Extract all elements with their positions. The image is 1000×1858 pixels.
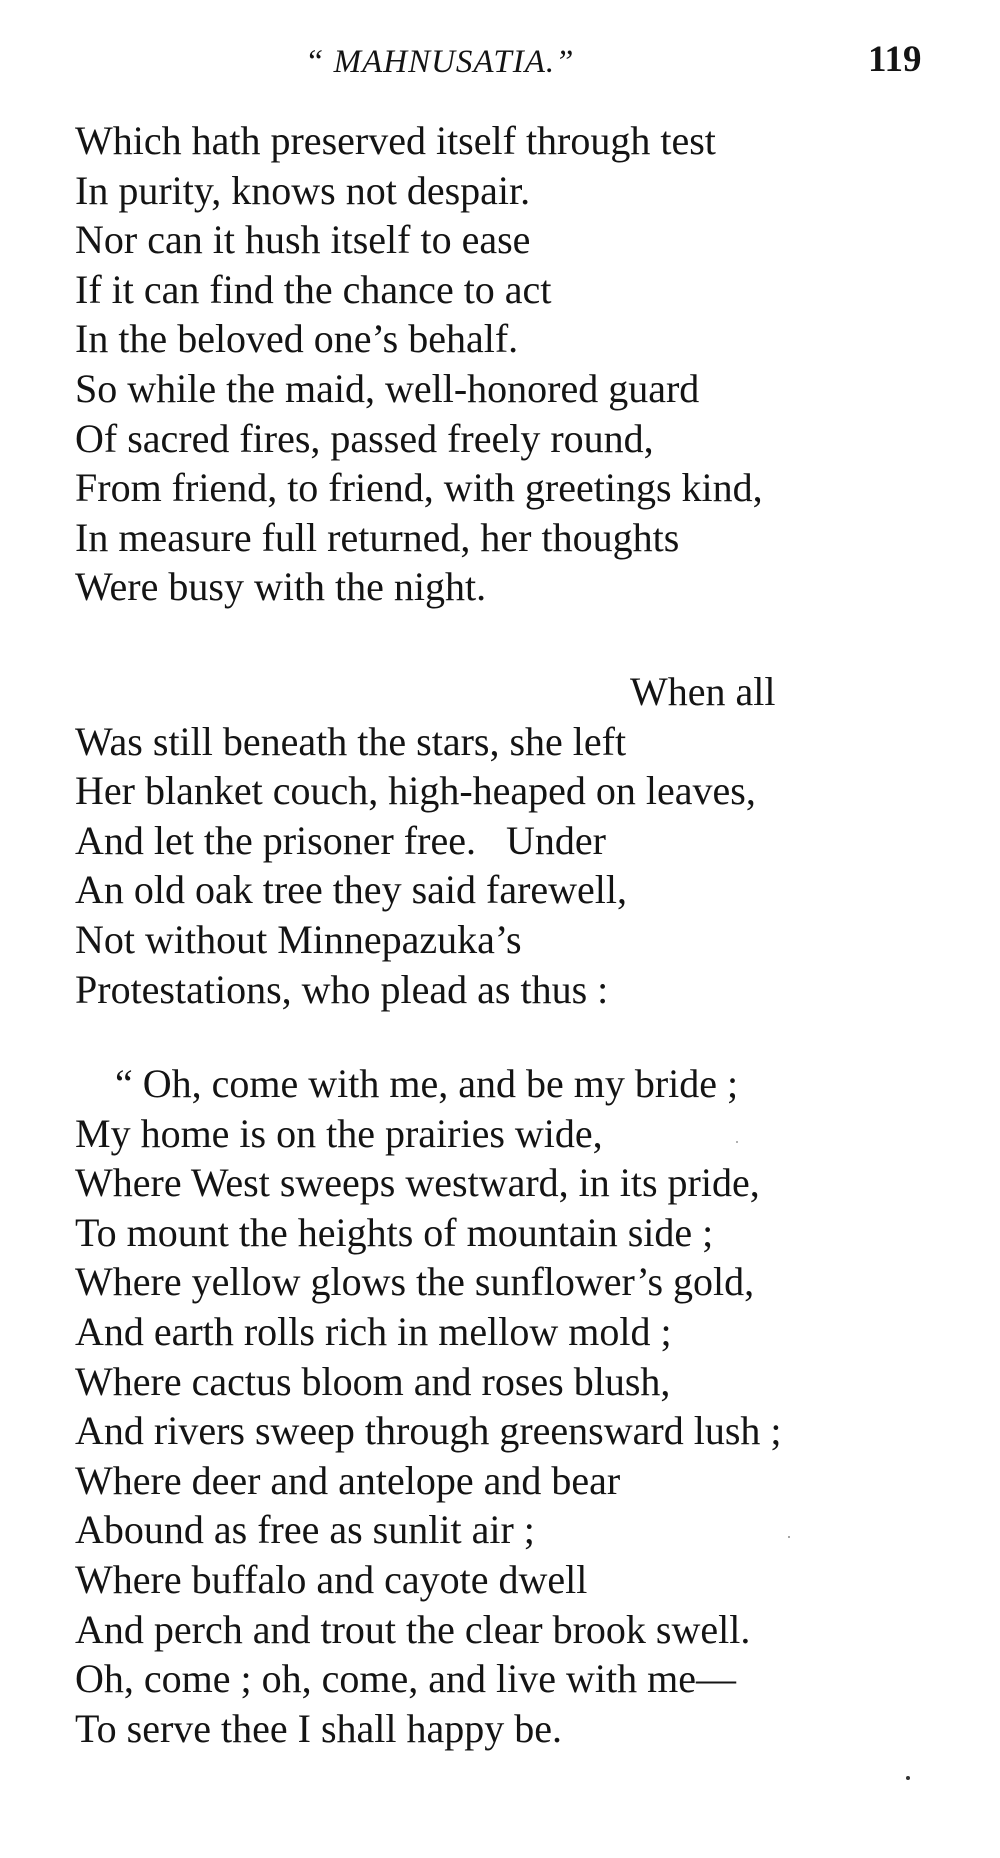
- stanza-2: [75, 667, 776, 1014]
- running-title: “ MAHNUSATIA.”: [305, 44, 575, 80]
- poem-line: Of sacred fires, passed freely round,: [75, 415, 654, 461]
- stanza-3: [75, 1059, 782, 1753]
- poem-line: Her blanket couch, high-heaped on leaves,: [75, 768, 756, 814]
- poem-line: My home is on the prairies wide,: [75, 1110, 603, 1156]
- print-speck: [906, 1776, 910, 1780]
- print-speck: [736, 1141, 738, 1143]
- poem-line: And earth rolls rich in mellow mold ;: [75, 1308, 672, 1354]
- page-header: [0, 38, 1000, 98]
- poem-line: Was still beneath the stars, she left: [75, 718, 627, 764]
- poem-line: Abound as free as sunlit air ;: [75, 1507, 535, 1553]
- poem-line: So while the maid, well-honored guard: [75, 365, 700, 411]
- poem-line: Which hath preserved itself through test: [75, 118, 716, 163]
- poem-line: In measure full returned, her thoughts: [75, 514, 680, 560]
- stanza-1: [75, 116, 763, 612]
- poem-line: Where deer and antelope and bear: [75, 1457, 621, 1503]
- poem-line: Where yellow glows the sunflower’s gold,: [75, 1259, 755, 1305]
- poem-line: From friend, to friend, with greetings kind,: [75, 465, 763, 511]
- print-speck: [788, 1536, 790, 1538]
- poem-line: If it can find the chance to act: [75, 266, 552, 312]
- poem-line: In purity, knows not despair.: [75, 167, 531, 213]
- poem-line: Protestations, who plead as thus :: [75, 966, 609, 1012]
- page-number: 119: [868, 39, 922, 80]
- poem-line: To serve thee I shall happy be.: [75, 1705, 563, 1751]
- poem-line-indented: “ Oh, come with me, and be my bride ;: [115, 1061, 739, 1106]
- poem-line: Nor can it hush itself to ease: [75, 217, 531, 263]
- poem-line: And let the prisoner free. Under: [75, 817, 606, 863]
- poem-line: Oh, come ; oh, come, and live with me—: [75, 1656, 736, 1702]
- poem-line-indented: When all: [630, 669, 776, 714]
- poem-line: And perch and trout the clear brook swell.: [75, 1606, 751, 1652]
- poem-line: Not without Minnepazuka’s: [75, 916, 522, 962]
- poem-line: Where buffalo and cayote dwell: [75, 1556, 588, 1602]
- poem-line: Were busy with the night.: [75, 564, 487, 610]
- poem-line: Where West sweeps westward, in its pride,: [75, 1160, 760, 1206]
- poem-line: An old oak tree they said farewell,: [75, 867, 628, 913]
- poem-line: In the beloved one’s behalf.: [75, 316, 519, 362]
- poem-line: Where cactus bloom and roses blush,: [75, 1358, 671, 1404]
- poem-line: To mount the heights of mountain side ;: [75, 1209, 714, 1255]
- poem-line: And rivers sweep through greensward lush ;: [75, 1408, 782, 1454]
